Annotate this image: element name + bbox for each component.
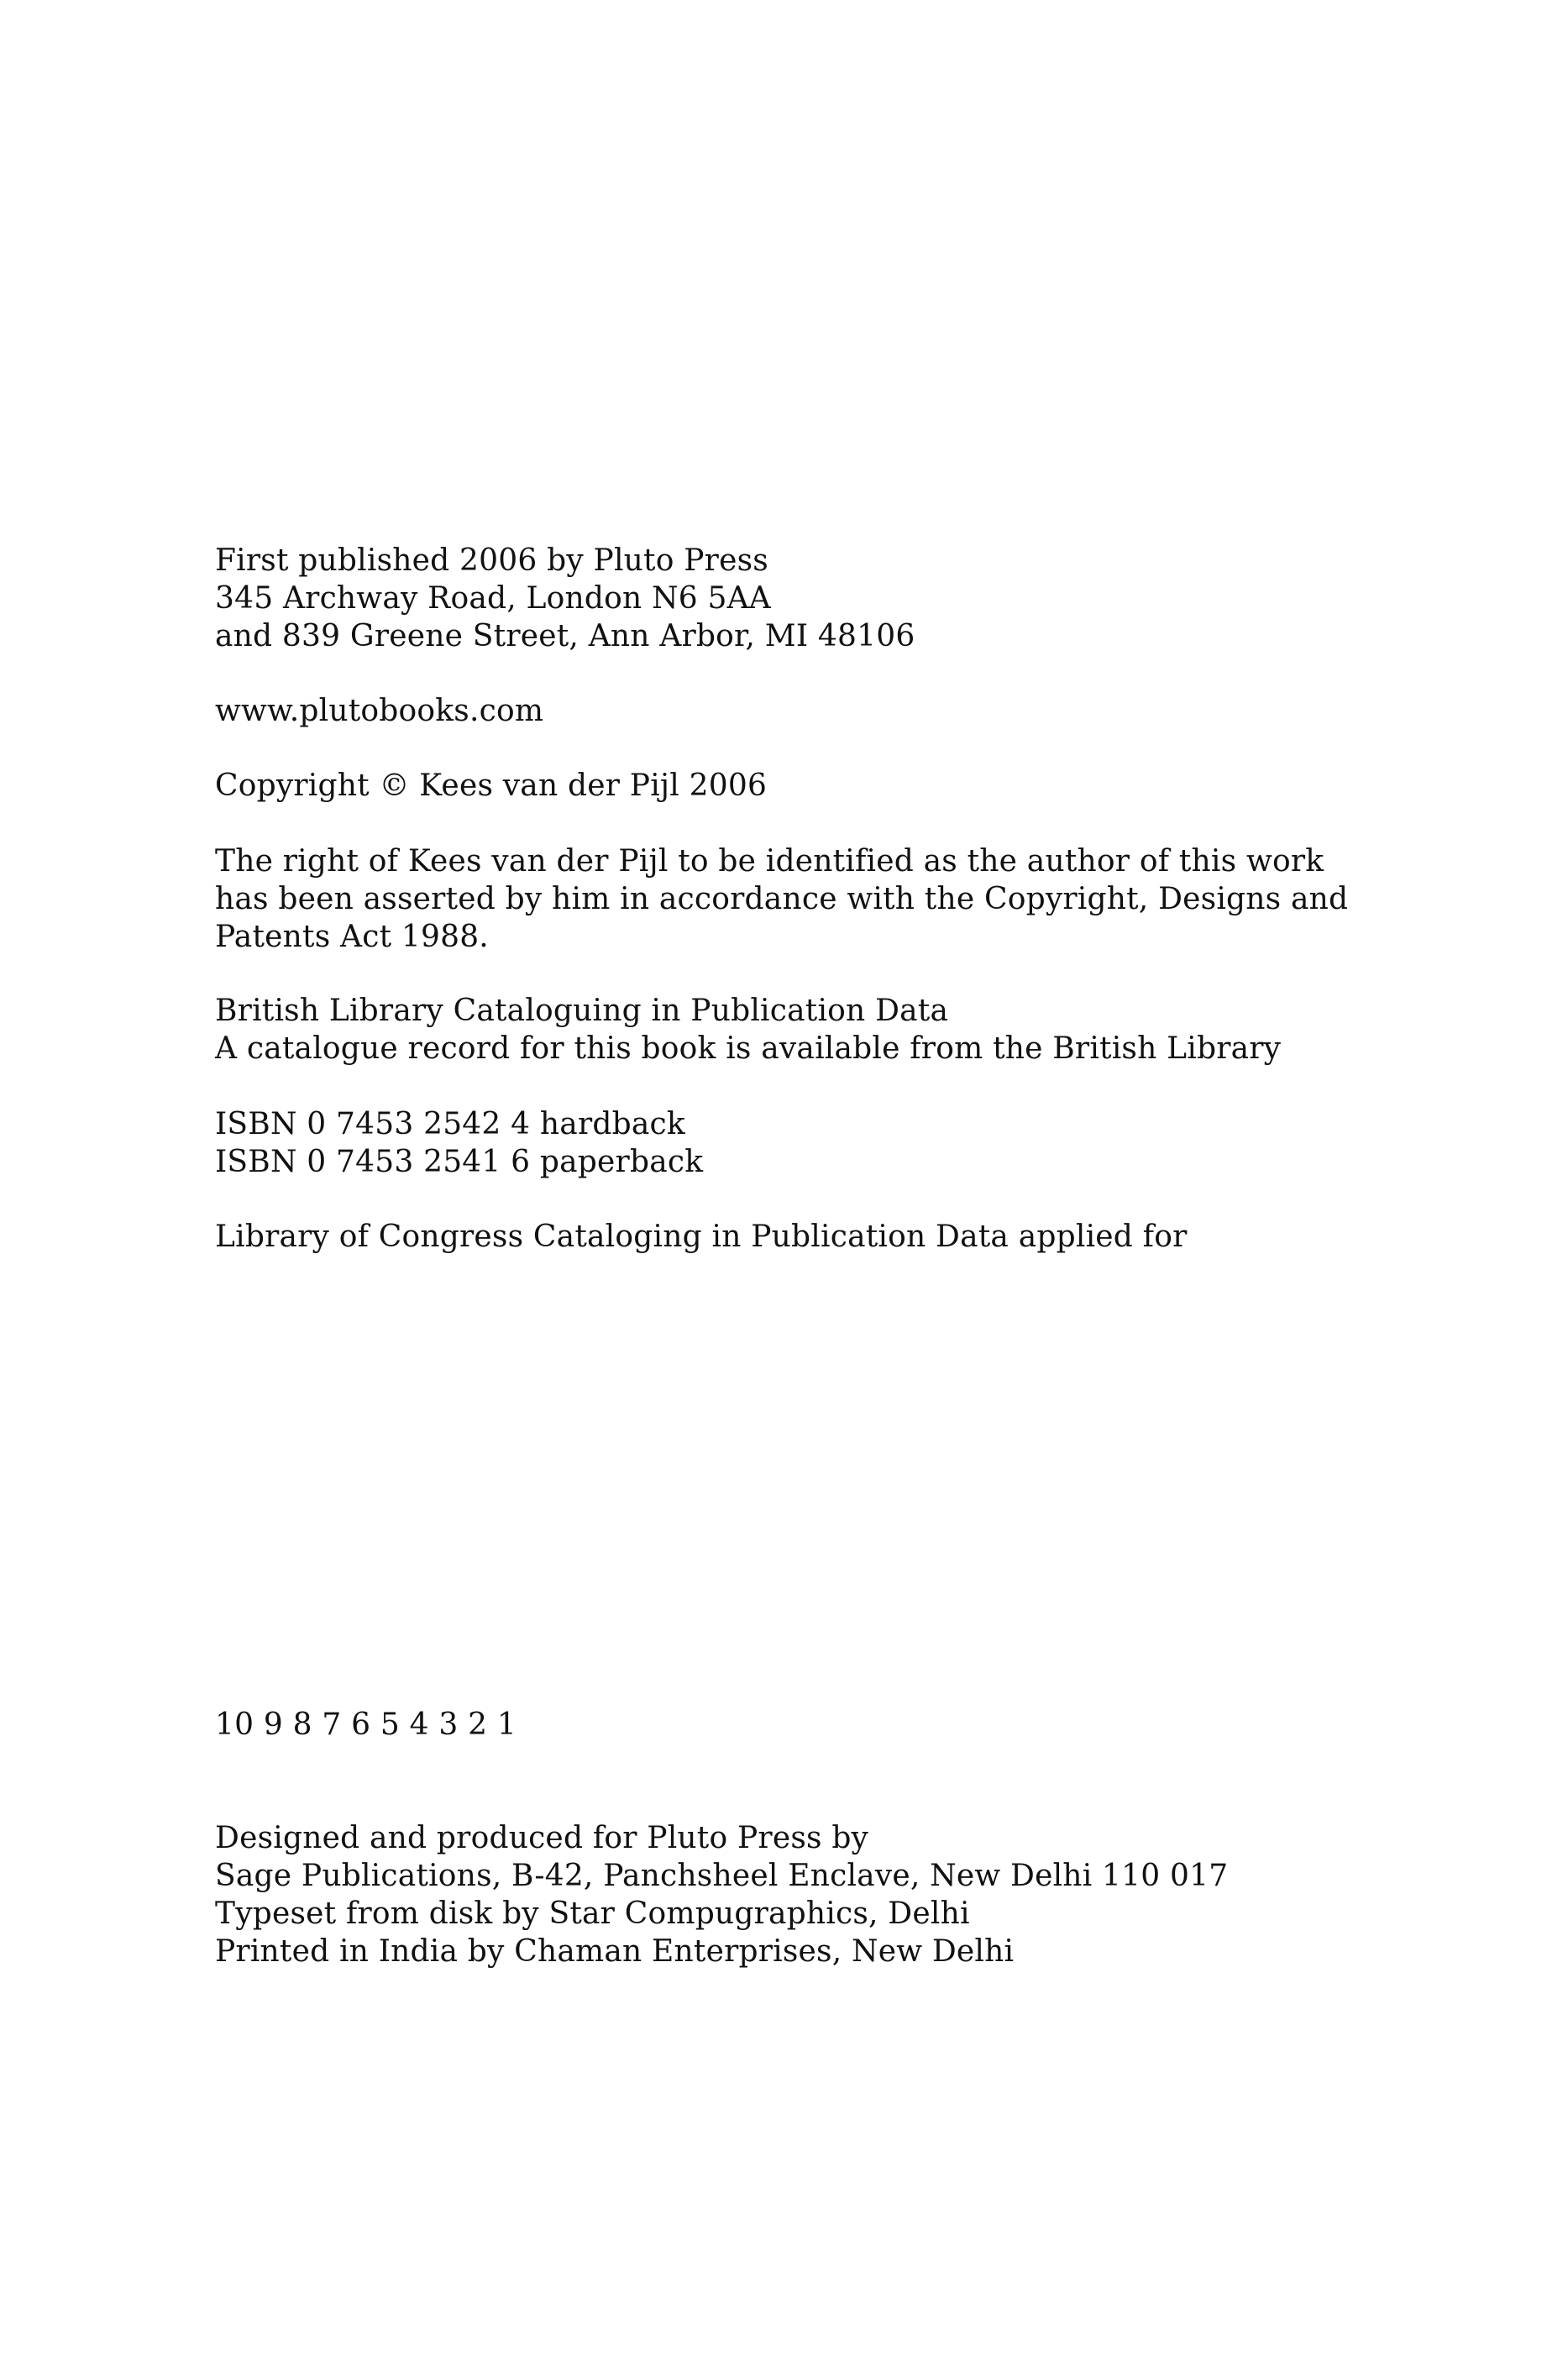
publisher-address-ann-arbor: and 839 Greene Street, Ann Arbor, MI 48106 [215,619,915,653]
production-credit-line: Printed in India by Chaman Enterprises, New Delhi [215,1934,1015,1969]
publisher-address-london: 345 Archway Road, London N6 5AA [215,581,772,616]
publisher-line: First published 2006 by Pluto Press [215,543,768,578]
printer-key: 10 9 8 7 6 5 4 3 2 1 [215,1708,517,1742]
isbn-hardback: ISBN 0 7453 2542 4 hardback [215,1107,685,1141]
british-library-block [215,992,1391,1068]
production-credits-block [215,1819,1391,1970]
publisher-block [215,542,1391,655]
print-line-block [215,1706,1391,1744]
moral-rights-line: has been asserted by him in accordance with the Copyright, Designs and [215,882,1349,916]
website-block [215,692,1391,730]
copyright-block [215,767,1391,805]
production-credit-line: Sage Publications, B-42, Panchsheel Enclave, New Delhi 110 017 [215,1859,1229,1893]
production-credit-line: Typeset from disk by Star Compugraphics, Delhi [215,1896,970,1931]
publisher-website: www.plutobooks.com [215,694,544,728]
british-library-note: A catalogue record for this book is available from the British Library [215,1031,1282,1066]
library-of-congress-note: Library of Congress Cataloging in Publication Data applied for [215,1220,1188,1254]
isbn-paperback: ISBN 0 7453 2541 6 paperback [215,1145,704,1179]
isbn-block [215,1105,1391,1181]
copyright-notice: Copyright © Kees van der Pijl 2006 [215,769,768,803]
library-of-congress-block [215,1218,1391,1256]
moral-rights-line: The right of Kees van der Pijl to be identified as the author of this work [215,844,1324,879]
moral-rights-block [215,842,1391,956]
british-library-heading: British Library Cataloguing in Publication Data [215,994,949,1028]
moral-rights-line: Patents Act 1988. [215,920,489,954]
production-credit-line: Designed and produced for Pluto Press by [215,1821,869,1855]
